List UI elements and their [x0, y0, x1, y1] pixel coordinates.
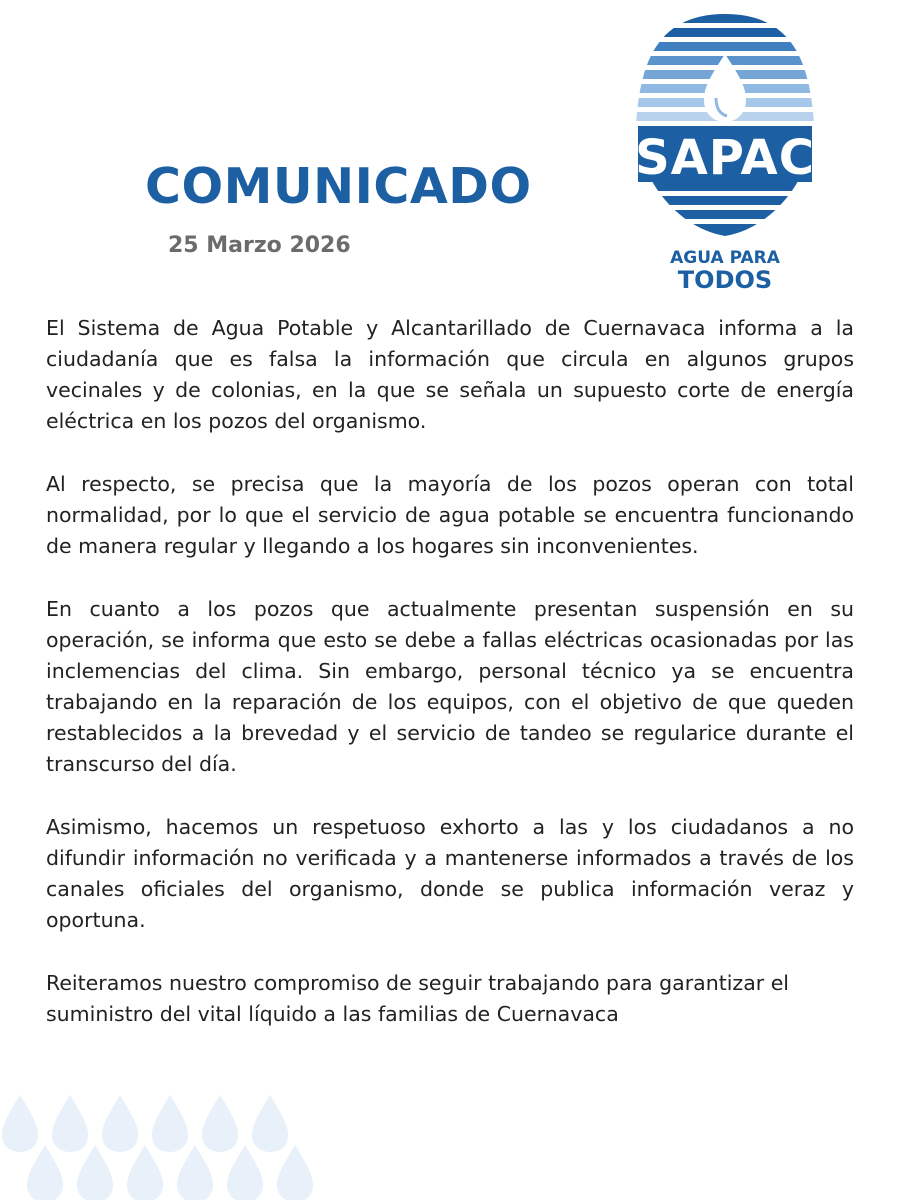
paragraph-3: En cuanto a los pozos que actualmente presentan suspensión en su operación, se informa que esto se debe a fallas eléctricas ocasionadas por las inclemencias del clima. Sin embargo, personal técnico ya se encuentra trabajando en la reparación de los equipos, con el objetivo de que queden restablecidos a la brevedad y el servicio de tandeo se regularice durante el transcurso del día. [46, 597, 854, 776]
logo-name: SAPAC [635, 130, 815, 186]
sapac-logo [632, 14, 818, 294]
communique-body [46, 313, 854, 1062]
paragraph-1: El Sistema de Agua Potable y Alcantarillado de Cuernavaca informa a la ciudadanía que es falsa la información que circula en algunos grupos vecinales y de colonias, en la que se señala un supuesto corte de energía eléctrica en los pozos del organismo. [46, 316, 854, 433]
release-date: 25 Marzo 2026 [168, 233, 351, 258]
page-title: COMUNICADO [145, 158, 532, 215]
logo-tagline-2: TODOS [677, 266, 773, 294]
paragraph-5: Reiteramos nuestro compromiso de seguir trabajando para garantizar el suministro del vital líquido a las familias de Cuernavaca [46, 971, 790, 1026]
logo-tagline-1: AGUA PARA [670, 248, 780, 268]
paragraph-4: Asimismo, hacemos un respetuoso exhorto a las y los ciudadanos a no difundir información no verificada y a mantenerse informados a través de los canales oficiales del organismo, donde se publica información veraz y oportuna. [46, 815, 854, 932]
paragraph-2: Al respecto, se precisa que la mayoría de los pozos operan con total normalidad, por lo que el servicio de agua potable se encuentra funcionando de manera regular y llegando a los hogares sin inconvenientes. [46, 472, 854, 558]
water-drop-pattern [0, 1090, 340, 1200]
